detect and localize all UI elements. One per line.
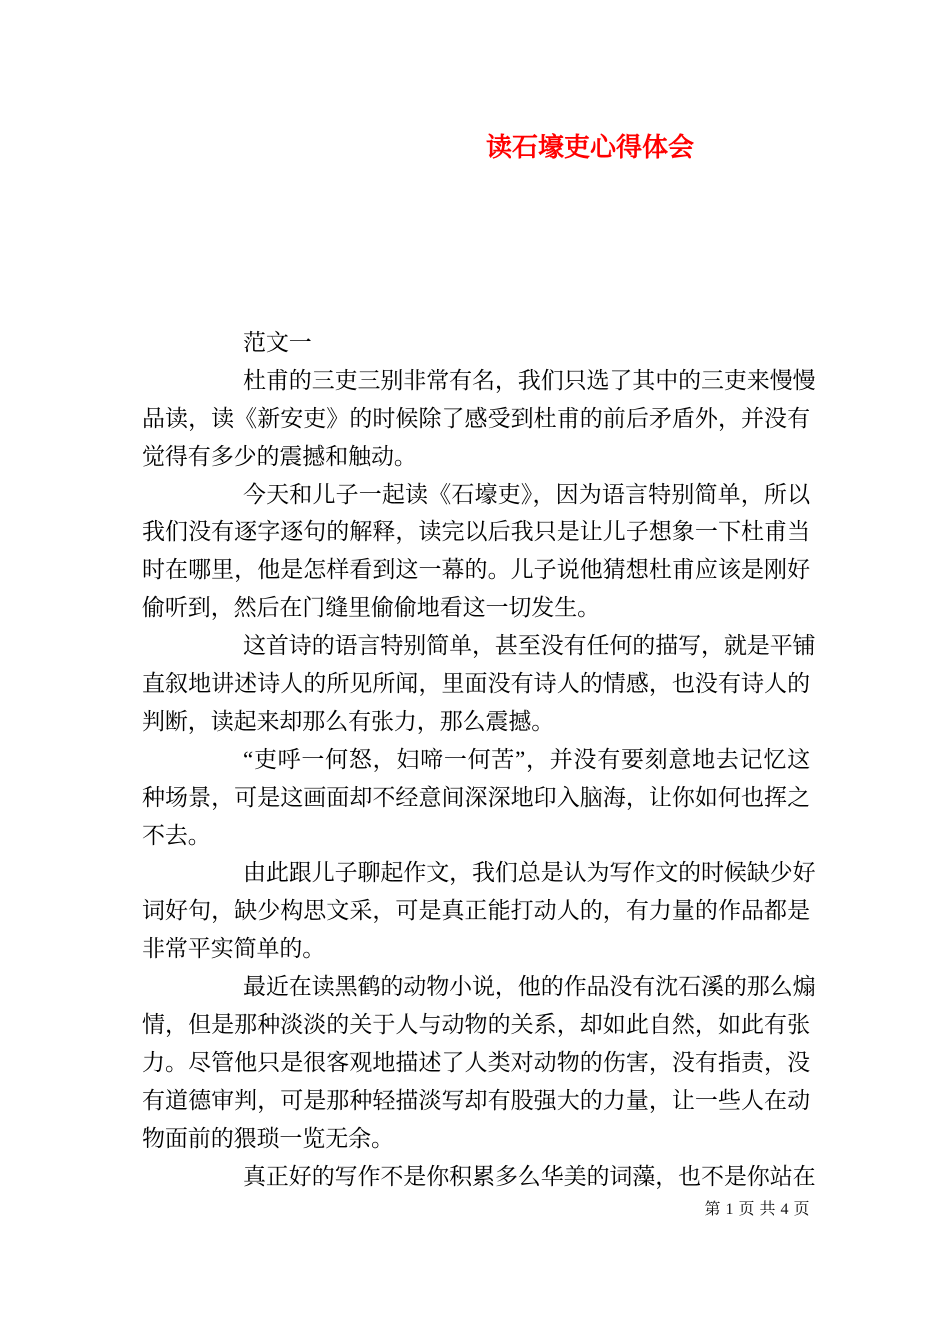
text-line: 时在哪里，他是怎样看到这一幕的。儿子说他猜想杜甫应该是刚好 [142, 557, 810, 583]
paragraph [142, 854, 816, 968]
text-line: 词好句，缺少构思文采，可是真正能打动人的，有力量的作品都是 [142, 898, 810, 924]
page-footer: 第 1 页 共 4 页 [704, 1201, 810, 1218]
text-line: 情，但是那种淡淡的关于人与动物的关系，却如此自然，如此有张 [142, 1012, 810, 1038]
text-line: 判断，读起来却那么有张力，那么震撼。 [142, 708, 555, 734]
paragraph [142, 476, 810, 628]
paragraph [142, 362, 816, 476]
text-line: 最近在读黑鹤的动物小说，他的作品没有沈石溪的那么煽 [243, 974, 816, 1000]
text-line: 种场景，可是这画面却不经意间深深地印入脑海，让你如何也挥之 [142, 784, 810, 810]
page-title: 读石壕吏心得体会 [486, 133, 695, 162]
text-line: 直叙地讲述诗人的所见所闻，里面没有诗人的情感，也没有诗人的 [142, 671, 810, 697]
text-line: 由此跟儿子聊起作文，我们总是认为写作文的时候缺少好 [243, 860, 816, 886]
text-line: 范文一 [243, 330, 312, 355]
text-line: 杜甫的三吏三别非常有名，我们只选了其中的三吏来慢慢 [243, 367, 816, 393]
text-line: 今天和儿子一起读《石壕吏》，因为语言特别简单，所以 [243, 481, 810, 507]
paragraph [142, 741, 810, 855]
text-line: 觉得有多少的震撼和触动。 [142, 443, 417, 469]
paragraph [142, 968, 816, 1157]
text-line: 偷听到，然后在门缝里偷偷地看这一切发生。 [142, 595, 601, 621]
text-line: 品读，读《新安吏》的时候除了感受到杜甫的前后矛盾外，并没有 [142, 405, 810, 431]
text-line: 力。尽管他只是很客观地描述了人类对动物的伤害，没有指责，没 [142, 1049, 810, 1075]
text-line: 我们没有逐字逐句的解释，读完以后我只是让儿子想象一下杜甫当 [142, 519, 810, 545]
text-line: 这首诗的语言特别简单，甚至没有任何的描写，就是平铺 [243, 633, 816, 659]
text-line: 真正好的写作不是你积累多么华美的词藻，也不是你站在 [243, 1163, 816, 1189]
text-line: 不去。 [142, 822, 211, 848]
text-line: 物面前的猥琐一览无余。 [142, 1125, 394, 1151]
text-line: 有道德审判，可是那种轻描淡写却有股强大的力量，让一些人在动 [142, 1087, 810, 1113]
text-line: 非常平实简单的。 [142, 936, 326, 962]
paragraph [142, 627, 816, 741]
document-body [142, 324, 816, 1195]
paragraph [142, 1158, 816, 1196]
paragraph [142, 324, 810, 362]
text-line: “吏呼一何怒，妇啼一何苦”，并没有要刻意地去记忆这 [243, 746, 810, 772]
